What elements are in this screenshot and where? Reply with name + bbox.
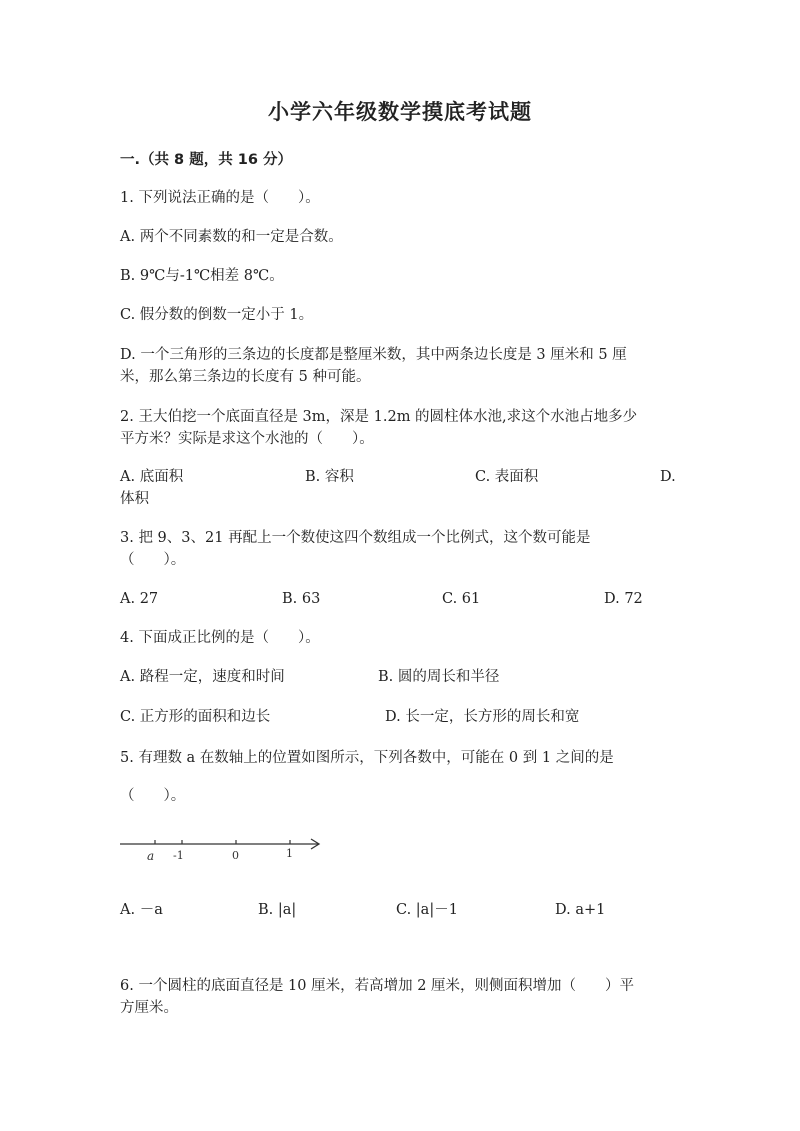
q4-option-c[interactable]: C. 正方形的面积和边长 [120, 709, 271, 725]
q2-option-d[interactable]: D. [660, 469, 676, 485]
page-title: 小学六年级数学摸底考试题 [268, 100, 532, 124]
q5-option-a[interactable]: A. －a [120, 902, 163, 918]
q1-option-a[interactable]: A. 两个不同素数的和一定是合数。 [120, 229, 343, 245]
q6-stem-line2: 方厘米。 [120, 1000, 178, 1016]
q3-stem-line1: 3. 把 9、3、21 再配上一个数使这四个数组成一个比例式，这个数可能是 [120, 530, 591, 546]
q2-option-b[interactable]: B. 容积 [305, 469, 354, 485]
label-zero: 0 [232, 849, 239, 862]
q2-stem-line1: 2. 王大伯挖一个底面直径是 3m，深是 1.2m 的圆柱体水池,求这个水池占地多少 [120, 409, 638, 425]
section-heading: 一.（共 8 题，共 16 分） [120, 152, 292, 168]
q6-stem-line1: 6. 一个圆柱的底面直径是 10 厘米，若高增加 2 厘米，则侧面积增加（ ）平 [120, 978, 635, 994]
q3-option-d[interactable]: D. 72 [604, 591, 643, 607]
q5-option-b[interactable]: B. |a| [258, 902, 297, 918]
q5-option-d[interactable]: D. a+1 [555, 902, 606, 918]
q4-option-a[interactable]: A. 路程一定，速度和时间 [120, 669, 285, 685]
q1-option-d-line1[interactable]: D. 一个三角形的三条边的长度都是整厘米数，其中两条边长度是 3 厘米和 5 厘 [120, 347, 627, 363]
q2-stem-line2: 平方米？实际是求这个水池的（ ）。 [120, 431, 374, 447]
label-a: a [147, 849, 155, 863]
q3-option-c[interactable]: C. 61 [442, 591, 481, 607]
q2-option-c[interactable]: C. 表面积 [475, 469, 539, 485]
number-line-figure [118, 832, 328, 866]
q3-stem-line2: （ ）。 [120, 552, 186, 568]
q4-option-b[interactable]: B. 圆的周长和半径 [378, 669, 500, 685]
q5-option-c[interactable]: C. |a|－1 [396, 902, 458, 918]
q1-stem: 1. 下列说法正确的是（ ）。 [120, 190, 320, 206]
q5-blank: （ ）。 [120, 788, 186, 804]
q4-option-d[interactable]: D. 长一定，长方形的周长和宽 [385, 709, 580, 725]
label-one: 1 [286, 847, 293, 860]
q4-stem: 4. 下面成正比例的是（ ）。 [120, 630, 320, 646]
q5-stem: 5. 有理数 a 在数轴上的位置如图所示，下列各数中，可能在 0 到 1 之间的是 [120, 750, 614, 766]
q1-option-d-line2[interactable]: 米，那么第三条边的长度有 5 种可能。 [120, 369, 371, 385]
q1-option-b[interactable]: B. 9℃与-1℃相差 8℃。 [120, 268, 284, 284]
q3-option-a[interactable]: A. 27 [120, 591, 159, 607]
q3-option-b[interactable]: B. 63 [282, 591, 321, 607]
q2-option-a[interactable]: A. 底面积 [120, 469, 184, 485]
q2-option-d-text[interactable]: 体积 [120, 491, 149, 507]
q1-option-c[interactable]: C. 假分数的倒数一定小于 1。 [120, 307, 314, 323]
label-minus-one: -1 [173, 849, 184, 862]
